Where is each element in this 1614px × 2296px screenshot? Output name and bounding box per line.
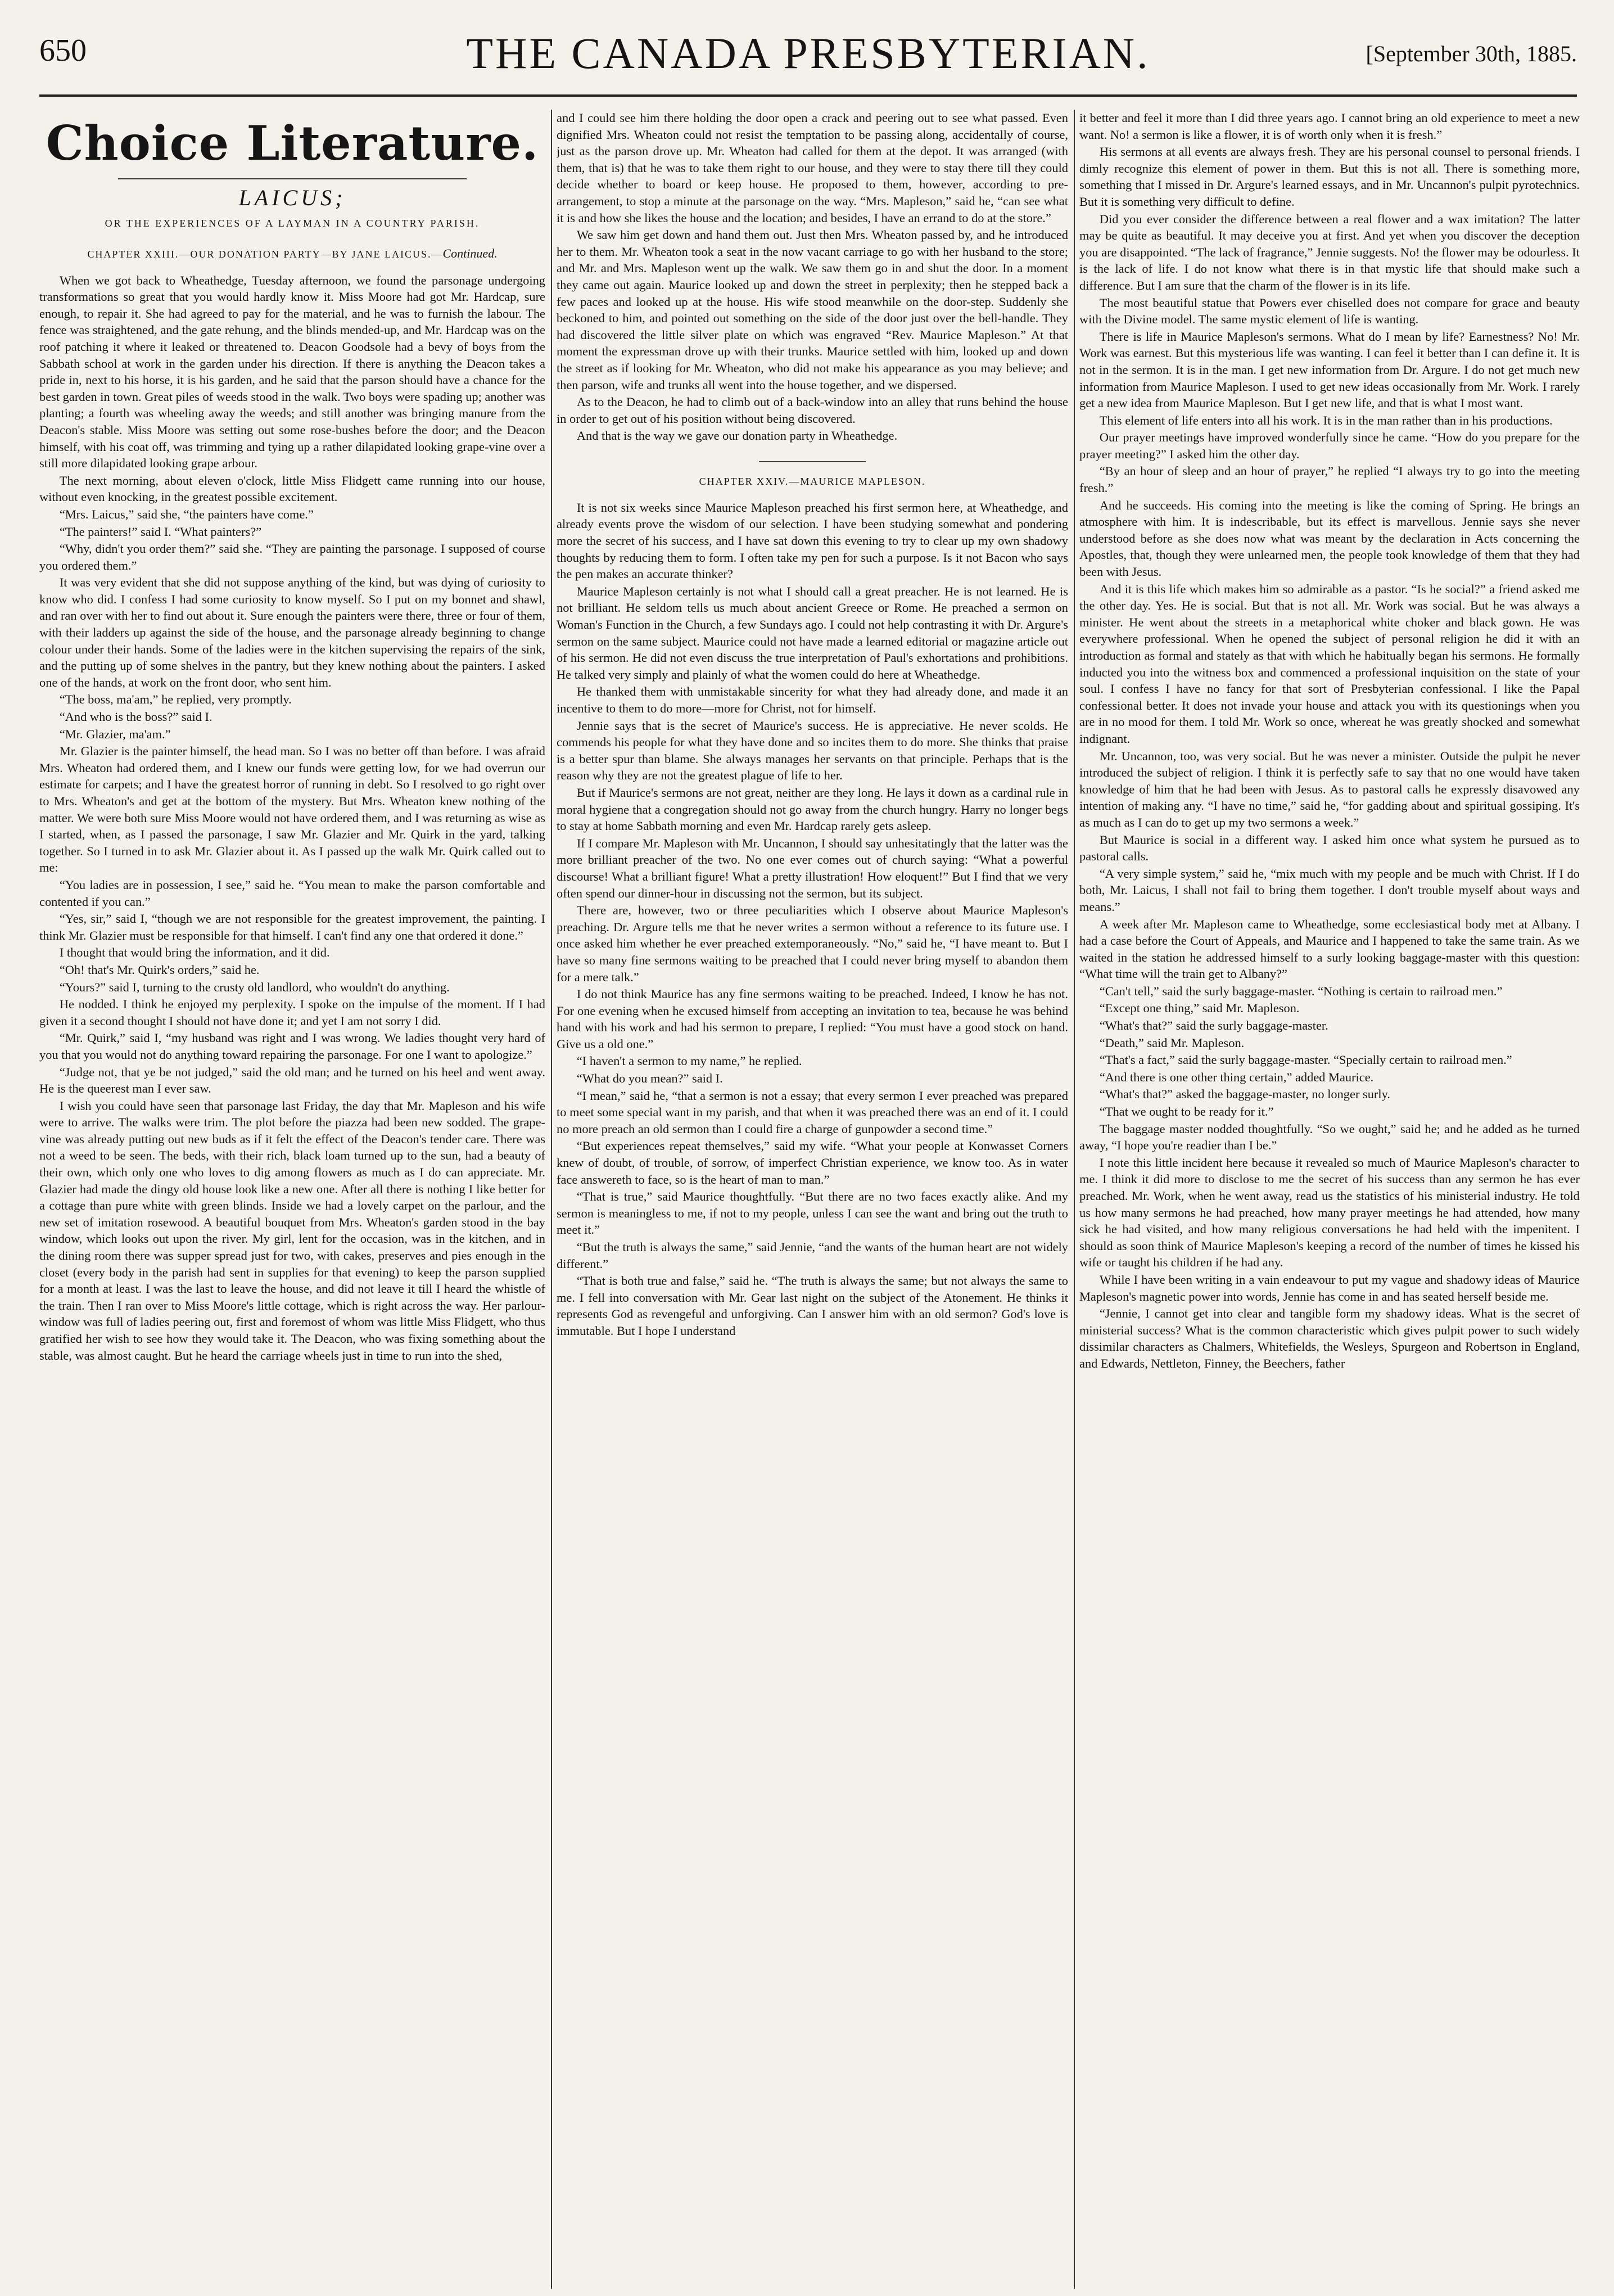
paragraph: “What's that?” asked the baggage-master, no longer surly. <box>1099 1087 1390 1102</box>
paragraph: He nodded. I think he enjoyed my perplexity. I spoke on the impulse of the moment. If I had given it a second thought I should not have done it; and yet I am not sorry I did. <box>39 997 545 1028</box>
series-title: LAICUS; <box>238 185 346 210</box>
paragraph: There are, however, two or three peculiarities which I observe about Maurice Mapleson's preaching. Dr. Argure tells me that he never writes a sermon without a reference to its future use. I once asked him whether he ever preached extemporaneously. “No,” said he, “I have meant to. But I have so many fine sermons waiting to be preached that I could never bring myself to abandon them for a mere talk.” <box>557 903 1068 984</box>
column-rule <box>1074 110 1075 2289</box>
paragraph: As to the Deacon, he had to climb out of a back-window into an alley that runs behind the house in order to get out of his position without being discovered. <box>557 395 1068 426</box>
article-body <box>39 272 545 1364</box>
paragraph: “Can't tell,” said the surly baggage-master. “Nothing is certain to railroad men.” <box>1099 984 1503 998</box>
article-body <box>557 499 1068 1339</box>
paragraph: “What's that?” said the surly baggage-master. <box>1099 1018 1328 1033</box>
paragraph: I wish you could have seen that parsonage last Friday, the day that Mr. Mapleson and his wife were to arrive. The walks were trim. The plot before the piazza had been new sodded. The grape-vine was already putting out new buds as if it felt the effect of the Deacon's tender care. There was not a weed to be seen. The beds, with their rich, black loam turned up to the sun, had a beauty of their own, which only one who loves to dig among flowers as much as I do can appreciate. Mr. Glazier had made the dingy old house look like a new one. After all there is nothing I like better for a cottage than pure white with green blinds. Inside we had a lovely carpet on the parlour, and the new set of imitation rosewood. A beautiful bouquet from Mrs. Wheaton's garden stood in the bay window, which looks out upon the river. My girl, lent for the occasion, was in the kitchen, and in the dining room there was supper spread just for two, with cakes, preserves and pies enough in the closet (every body in the parish had sent in supplies for that evening) to keep the parson supplied for a month at least. I was the last to leave the house, and did not leave it till I heard the whistle of the train. Then I ran over to Miss Moore's little cottage, which is right across the way. Her parlour-window was full of ladies peering out, first and foremost of whom was little Miss Flidgett, who thus gratified her wish to see how they would take it. The Deacon, who was fixing something about the stable, was almost caught. But he heard the carriage wheels just in time to run into the shed, <box>39 1098 545 1363</box>
paragraph: “That's a fact,” said the surly baggage-master. “Specially certain to railroad men.” <box>1099 1053 1512 1067</box>
divider <box>759 461 866 462</box>
issue-date: [September 30th, 1885. <box>1366 41 1577 66</box>
column-1 <box>39 110 545 2290</box>
paragraph: Mr. Uncannon, too, was very social. But he was never a minister. Outside the pulpit he never introduced the subject of religion. I think it is perfectly safe to say that no one would have taken knowledge of him that he had been with Jesus. As to pastoral calls he expressly disavowed any intention of making any. “I have no time,” said he, “for gadding about and spiritual gossiping. It's as much as I can do to get up my two sermons a week.” <box>1079 748 1580 829</box>
chapter-title: CHAPTER XXIII.—OUR DONATION PARTY—BY JANE LAICUS.— <box>87 248 443 260</box>
paragraph: We saw him get down and hand them out. Just then Mrs. Wheaton passed by, and he introduced her to them. Mr. Wheaton took a seat in the now vacant carriage to go with her husband to the store; and Mr. and Mrs. Mapleson went up the walk. We saw them go in and shut the door. In a moment they came out again. Maurice looked up and down the street in perplexity; then he stepped back a few paces and looked up at the house. His wife stood meanwhile on the door-step. Suddenly she beckoned to him, and pointed out something on the side of the door just over the bell-handle. They had discovered the little silver plate on which was engraved “Rev. Maurice Mapleson.” At that moment the expressman drove up with their trunks. Maurice settled with him, looked up and down the street as if looking for Mr. Wheaton, who did not make his appearance as you may believe; and then parson, wife and trunks all went into the house together, and we dispersed. <box>557 228 1068 392</box>
paragraph: “A very simple system,” said he, “mix much with my people and be much with Christ. If I do both, Mr. Laicus, I shall not fail to bring them together. I don't trouble myself about ways and means.” <box>1079 866 1580 914</box>
paragraph: But if Maurice's sermons are not great, neither are they long. He lays it down as a cardinal rule in moral hygiene that a congregation should not go away from the church hungry. Harry no longer begs to stay at home Sabbath morning and even Mr. Hardcap rarely gets asleep. <box>557 785 1068 833</box>
paragraph: “Except one thing,” said Mr. Mapleson. <box>1099 1001 1300 1016</box>
paragraph: But Maurice is social in a different way. I asked him once what system he pursued as to pastoral calls. <box>1079 832 1580 864</box>
paragraph: “Mr. Glazier, ma'am.” <box>59 727 171 741</box>
chapter-heading: CHAPTER XXIV.—MAURICE MAPLESON. <box>699 475 926 487</box>
paragraph: “The boss, ma'am,” he replied, very promptly. <box>59 692 292 707</box>
paragraph: Mr. Glazier is the painter himself, the head man. So I was no better off than before. I was afraid Mrs. Wheaton had ordered them, and I knew our funds were getting low, for we had overrun our estimate for carpets; and I have the greatest horror of running in debt. So I resolved to go right over to Mrs. Wheaton's and get at the bottom of the mystery. But Mrs. Wheaton knew nothing of the matter. We were both sure Miss Moore would not have ordered them, and I was returning as wise as I started, when, as I passed the parsonage, I saw Mr. Glazier and Mr. Quirk in the yard, talking together. So I turned in to ask Mr. Glazier about it. As I passed up the walk Mr. Quirk called out to me: <box>39 744 545 875</box>
chapter-continued: Continued. <box>442 246 498 260</box>
paragraph: I thought that would bring the information, and it did. <box>59 945 330 960</box>
paragraph: “Mrs. Laicus,” said she, “the painters have come.” <box>59 507 314 521</box>
paragraph: If I compare Mr. Mapleson with Mr. Uncannon, I should say unhesitatingly that the latter was the more brilliant preacher of the two. No one ever comes out of church saying: “What a powerful discourse! What a brilliant figure! What a pretty illustration! How eloquent!” But I find that we very often spend our dinner-hour in discussing not the sermon, but its subject. <box>557 836 1068 900</box>
paragraph: “Yours?” said I, turning to the crusty old landlord, who wouldn't do anything. <box>59 980 450 994</box>
journal-title: THE CANADA PRESBYTERIAN. <box>466 29 1150 78</box>
page-number: 650 <box>39 33 87 68</box>
paragraph: “I mean,” said he, “that a sermon is not a essay; that every sermon I ever preached was prepared to meet some special want in my parish, and that when it was preached there was an end of it. I could no more preach an old sermon than I could fire a charge of gunpowder a second time.” <box>557 1088 1068 1136</box>
series-subtitle: OR THE EXPERIENCES OF A LAYMAN IN A COUNTRY PARISH. <box>105 217 480 229</box>
paragraph: “The painters!” said I. “What painters?” <box>59 524 262 539</box>
paragraph: “That is true,” said Maurice thoughtfully. “But there are no two faces exactly alike. And my sermon is meaningless to me, if not to my people, unless I can see the want and bring out the truth to meet it.” <box>557 1189 1068 1237</box>
paragraph: “But experiences repeat themselves,” said my wife. “What your people at Konwasset Corners knew of doubt, of trouble, of sorrow, of imperfect Christian experience, we know too. As in water face answereth to face, so is the heart of man to man.” <box>557 1139 1068 1187</box>
paragraph: “You ladies are in possession, I see,” said he. “You mean to make the parson comfortable and contented if you can.” <box>39 877 545 909</box>
paragraph: The most beautiful statue that Powers ever chiselled does not compare for grace and beauty with the Divine model. The same mystic element of life is wanting. <box>1079 295 1580 327</box>
paragraph: It was very evident that she did not suppose anything of the kind, but was dying of curiosity to know who did. I confess I had some curiosity to know myself. So I put on my bonnet and shawl, and ran over with her to find out about it. Sure enough the painters were there, three or four of them, with their ladders up against the side of the house, and the parsonage already beginning to change colour under their hands. Some of the ladies were in the kitchen supervising the repairs of the sink, and the putting up of some shelves in the pantry, but they knew nothing about the painters. I asked one of the hands, at work on the front door, who sent him. <box>39 575 545 689</box>
paragraph: “What do you mean?” said I. <box>576 1071 723 1086</box>
paragraph: “That we ought to be ready for it.” <box>1099 1104 1274 1119</box>
paragraph: and I could see him there holding the door open a crack and peering out to see what passed. Even dignified Mrs. Wheaton could not resist the temptation to be passing along, accidentally of course, just as the parson drove up. Mr. Wheaton had called for them at the depot. It was arranged (with them, that is) that he was to take them right to our house, and they were to stay there till they could decide whether to board or keep house. He proposed to them, however, according to pre-arrangement, to stop a minute at the parsonage on the way. “Mrs. Mapleson,” said he, “can see what it is and how she likes the house and the location; and besides, I have an errand to do at the store.” <box>557 111 1068 225</box>
chapter-heading <box>51 246 534 262</box>
paragraph: And he succeeds. His coming into the meeting is like the coming of Spring. He brings an atmosphere with him. It is indescribable, but its effect is marvellous. Jennie says she never understood before as she does now what was meant by the declaration in Acts concerning the Apostles, that, though they were unlearned men, the people took knowledge of them that they had been with Jesus. <box>1079 498 1580 579</box>
paragraph: “Jennie, I cannot get into clear and tangible form my shadowy ideas. What is the secret of ministerial success? What is the common characteristic which gives pulpit power to such widely dissimilar characters as Chalmers, Whitefields, the Wesleys, Spurgeon and Robertson in England, and Edwards, Nettleton, Finney, the Beechers, father <box>1079 1306 1580 1370</box>
paragraph: And it is this life which makes him so admirable as a pastor. “Is he social?” a friend asked me the other day. Yes. He is social. But that is not all. Mr. Work was social. But he was always a minister. He went about the streets in a metaphorical white choker and black gown. He was everywhere professional. When he opened the subject of personal religion he did it with an introduction as formal and stately as that with which he habitually began his sermons. He formally inducted you into the witness box and commenced a professional inquisition on the state of your soul. I confess I have no fancy for that sort of Presbyterian confessional. I like the Papal confessional better. It does not invade your house and attack you with its questionings when you are in no mood for them. I told Mr. Work so once, whereat he was greatly shocked and somewhat indignant. <box>1079 581 1580 746</box>
paragraph: “But the truth is always the same,” said Jennie, “and the wants of the human heart are not widely different.” <box>557 1240 1068 1271</box>
paragraph: A week after Mr. Mapleson came to Wheathedge, some ecclesiastical body met at Albany. I had a case before the Court of Appeals, and Maurice and I happened to take the same train. As we waited in the station he addressed himself to a surly looking baggage-master with this question: “What time will the train get to Albany?” <box>1079 917 1580 981</box>
paragraph: “Yes, sir,” said I, “though we are not responsible for the greatest improvement, the painting. I think Mr. Glazier must be responsible for that himself. I can't find any one that ordered it done.” <box>39 912 545 942</box>
paragraph: The baggage master nodded thoughtfully. “So we ought,” said he; and he added as he turned away, “I hope you're readier than I be.” <box>1079 1121 1580 1153</box>
paragraph: “Mr. Quirk,” said I, “my husband was right and I was wrong. We ladies thought very hard of you that you would not do anything toward repairing the parsonage. For one I want to apologize.” <box>39 1031 545 1062</box>
paragraph: His sermons at all events are always fresh. They are his personal counsel to personal friends. I dimly recognize this element of power in them. But this is not all. There is something more, something that I missed in Dr. Argure's learned essays, and in Mr. Uncannon's pulpit pyrotechnics. But it is something very difficult to define. <box>1079 145 1580 209</box>
paragraph: “By an hour of sleep and an hour of prayer,” he replied “I always try to go into the meeting fresh.” <box>1079 464 1580 495</box>
paragraph: “Oh! that's Mr. Quirk's orders,” said he. <box>59 962 260 977</box>
paragraph: Maurice Mapleson certainly is not what I should call a great preacher. He is not learned. He is not brilliant. He seldom tells us much about ancient Greece or Rome. He preached a sermon on Woman's Function in the Church, a few Sundays ago. I could not help contrasting it with Dr. Argure's sermon on the same subject. Maurice could not have made a learned editorial or magazine article out of his sermon. He did not even discuss the true interpretation of Paul's exhortations and prohibitions. He talked very simply and plainly of what the women could do here at Wheathedge. <box>557 584 1068 682</box>
section-title: Choice Literature. <box>46 115 539 171</box>
paragraph: The next morning, about eleven o'clock, little Miss Flidgett came running into our house, without even knocking, in the greatest possible excitement. <box>39 473 545 504</box>
paragraph: It is not six weeks since Maurice Mapleson preached his first sermon here, at Wheathedge, and already events prove the wisdom of our selection. I have been studying somewhat and pondering more the secret of his success, and I have sat down this evening to try to clear up my own shadowy thoughts by reducing them to form. I often take my pen for such a purpose. Is it not Bacon who says the pen makes an accurate thinker? <box>557 500 1068 581</box>
column-3 <box>1079 110 1580 2290</box>
paragraph: This element of life enters into all his work. It is in the man rather than in his productions. <box>1099 413 1553 427</box>
paragraph: While I have been writing in a vain endeavour to put my vague and shadowy ideas of Maurice Mapleson's magnetic power into words, Jennie has come in and has seated herself beside me. <box>1079 1272 1580 1303</box>
column-2 <box>557 110 1068 2290</box>
paragraph: “And there is one other thing certain,” added Maurice. <box>1099 1070 1374 1084</box>
paragraph: I note this little incident here because it revealed so much of Maurice Mapleson's character to me. I think it did more to disclose to me the secret of his success than any sermon he has ever preached. Mr. Work, when he went away, read us the statistics of his ministerial industry. He told us how many sermons he had preached, how many prayer meetings he had attended, how many sick he had visited, and how many religious conversations he had held with the impenitent. I should as soon think of Maurice Mapleson's keeping a record of the number of times he kissed his wife or taught his children if he had any. <box>1079 1155 1580 1270</box>
divider <box>118 178 467 179</box>
paragraph: Our prayer meetings have improved wonderfully since he came. “How do you prepare for the prayer meeting?” I asked him the other day. <box>1079 430 1580 461</box>
paragraph: “Death,” said Mr. Mapleson. <box>1099 1035 1245 1050</box>
article-body <box>557 110 1068 444</box>
article-body <box>1079 110 1580 1372</box>
column-rule <box>551 110 552 2289</box>
paragraph: “And who is the boss?” said I. <box>59 710 213 724</box>
paragraph: “Judge not, that ye be not judged,” said the old man; and he turned on his heel and went away. He is the queerest man I ever saw. <box>39 1064 545 1096</box>
paragraph: And that is the way we gave our donation party in Wheathedge. <box>576 428 898 443</box>
paragraph: I do not think Maurice has any fine sermons waiting to be preached. Indeed, I know he has not. For one evening when he excused himself from accepting an invitation to tea, because he was behind hand with his work and had his sermon to prepare, I replied: “You must have a good stock on hand. Give us a old one.” <box>557 987 1068 1051</box>
paragraph: There is life in Maurice Mapleson's sermons. What do I mean by life? Earnestness? No! Mr. Work was earnest. But this mysterious life was wanting. I can feel it better than I can define it. It is not in the sermon. It is in the man. I get new information from Dr. Argure. I do not get much new information from Maurice Mapleson. I used to get new ideas occasionally from Mr. Work. I rarely get a new idea from Maurice Mapleson. But I get new life, and that is what I most want. <box>1079 329 1580 411</box>
paragraph: He thanked them with unmistakable sincerity for what they had already done, and made it an incentive to them to do more—more for Christ, not for himself. <box>557 684 1068 715</box>
paragraph: Did you ever consider the difference between a real flower and a wax imitation? The latter may be quite as beautiful. It may deceive you at first. And yet when you discover the deception you are disappointed. “The lack of fragrance,” Jennie suggests. No! the flower may be odourless. It is the lack of life. I do not know what there is in that mystic life that should make such a difference. But I am sure that the charm of the flower is in its life. <box>1079 211 1580 292</box>
paragraph: “That is both true and false,” said he. “The truth is always the same; but not always the same to me. I fell into conversation with Mr. Gear last night on the subject of the Atonement. He thinks it represents God as revengeful and unforgiving. Can I answer him with an old sermon? God's love is immutable. But I hope I understand <box>557 1274 1068 1338</box>
paragraph: it better and feel it more than I did three years ago. I cannot bring an old experience to meet a new want. No! a sermon is like a flower, it is of worth only when it is fresh.” <box>1079 111 1580 142</box>
paragraph: “I haven't a sermon to my name,” he replied. <box>576 1054 802 1068</box>
paragraph: When we got back to Wheathedge, Tuesday afternoon, we found the parsonage undergoing transformations so great that you would hardly know it. Miss Moore had got Mr. Hardcap, sure enough, to repair it. She had agreed to pay for the material, and he was to furnish the labour. The fence was straightened, and the gate rehung, and the blinds mended-up, and Mr. Hardcap was on the roof patching it where it leaked or threatened to. Deacon Goodsole had a bevy of boys from the Sabbath school at work in the garden under his direction. If there is anything the Deacon takes a pride in, next to his horse, it is his garden, and he said that the parson should have a chance for the best garden in town. Great piles of weeds stood in the walk. Two boys were spading up; another was planting; a fourth was wheeling away the weeds; and still another was bringing manure from the Deacon's stable. Miss Moore was setting out some rose-bushes before the door; and the Deacon himself, with his coat off, was trimming and tying up a rather dilapidated looking grape-vine over a still more dilapidated looking grape arbour. <box>39 273 545 471</box>
paragraph: Jennie says that is the secret of Maurice's success. He is appreciative. He never scolds. He commends his people for what they have done and so incites them to do more. She thinks that praise is a better spur than blame. She always manages her servants on that principle. Perhaps that is the reason why they are not the greatest plague of life to her. <box>557 718 1068 783</box>
masthead <box>39 16 1577 97</box>
paragraph: “Why, didn't you order them?” said she. “They are painting the parsonage. I supposed of course you ordered them.” <box>39 542 545 572</box>
